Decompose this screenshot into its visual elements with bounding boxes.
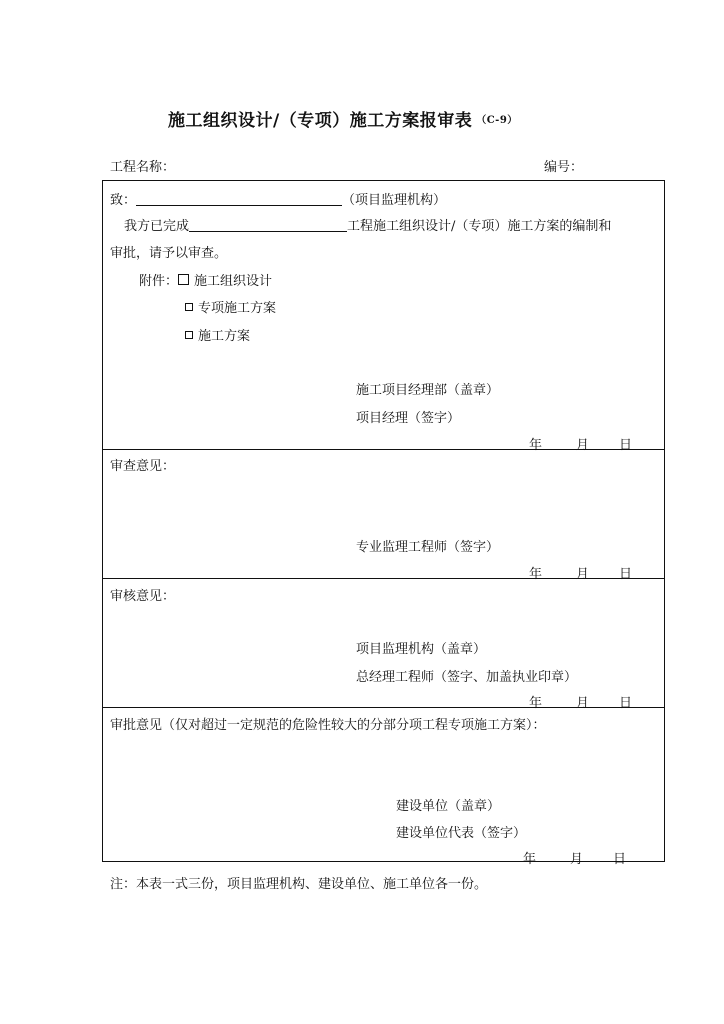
project-name-label: 工程名称：: [110, 160, 176, 175]
date-year: 年: [529, 567, 543, 582]
to-line: [110, 189, 446, 208]
project-manager-signature-label: 项目经理（签字）: [356, 411, 461, 426]
checkbox-construction-plan[interactable]: [185, 331, 193, 339]
attachment-row-3: [185, 325, 250, 344]
checkbox-construction-design[interactable]: [178, 274, 189, 285]
owner-rep-signature-label: 建设单位代表（签字）: [396, 826, 527, 841]
date-year: 年: [529, 438, 543, 453]
date-line: [529, 434, 632, 453]
date-day: 日: [613, 852, 627, 867]
date-year: 年: [523, 852, 537, 867]
date-month: 月: [576, 438, 590, 453]
date-line: [529, 692, 632, 711]
contractor-seal-label: 施工项目经理部（盖章）: [356, 383, 500, 398]
footer-note: 注：本表一式三份，项目监理机构、建设单位、施工单位各一份。: [110, 877, 488, 892]
checkbox-special-plan[interactable]: [185, 303, 193, 311]
chief-engineer-signature-label: 总经理工程师（签字、加盖执业印章）: [356, 670, 578, 685]
form-code: （C-9）: [476, 115, 518, 126]
date-line: [523, 848, 626, 867]
review-opinion-label: 审查意见：: [110, 459, 176, 474]
date-day: 日: [619, 438, 633, 453]
review-request-line: 审批，请予以审查。: [110, 246, 228, 261]
approval-opinion-label: 审批意见（仅对超过一定规范的危险性较大的分部分项工程专项施工方案）：: [110, 718, 546, 733]
date-month: 月: [570, 852, 584, 867]
date-day: 日: [619, 696, 633, 711]
form-title-text: 施工组织设计/（专项）施工方案报审表: [168, 111, 473, 131]
owner-seal-label: 建设单位（盖章）: [396, 799, 501, 814]
date-line: [529, 563, 632, 582]
date-month: 月: [576, 567, 590, 582]
complete-prefix: 我方已完成: [124, 219, 190, 234]
attachment-label: 附件：: [139, 274, 179, 289]
attachment-row-1: [139, 270, 272, 289]
project-field[interactable]: [189, 217, 347, 232]
to-suffix: （项目监理机构）: [342, 193, 447, 208]
attachment-special-plan: 专项施工方案: [198, 301, 277, 316]
attachment-construction-plan: 施工方案: [198, 329, 251, 344]
number-label: 编号：: [544, 160, 584, 175]
supervision-seal-label: 项目监理机构（盖章）: [356, 642, 487, 657]
to-recipient-field[interactable]: [136, 191, 342, 206]
date-year: 年: [529, 696, 543, 711]
form-table: [102, 180, 665, 867]
complete-line: [124, 215, 611, 234]
date-month: 月: [576, 696, 590, 711]
attachment-construction-design: 施工组织设计: [194, 274, 273, 289]
complete-suffix: 工程施工组织设计/（专项）施工方案的编制和: [347, 219, 612, 234]
supervisor-signature-label: 专业监理工程师（签字）: [356, 540, 500, 555]
date-day: 日: [619, 567, 633, 582]
to-label: 致：: [110, 193, 137, 208]
audit-opinion-label: 审核意见：: [110, 589, 176, 604]
form-title: [168, 106, 518, 131]
attachment-row-2: [185, 297, 276, 316]
